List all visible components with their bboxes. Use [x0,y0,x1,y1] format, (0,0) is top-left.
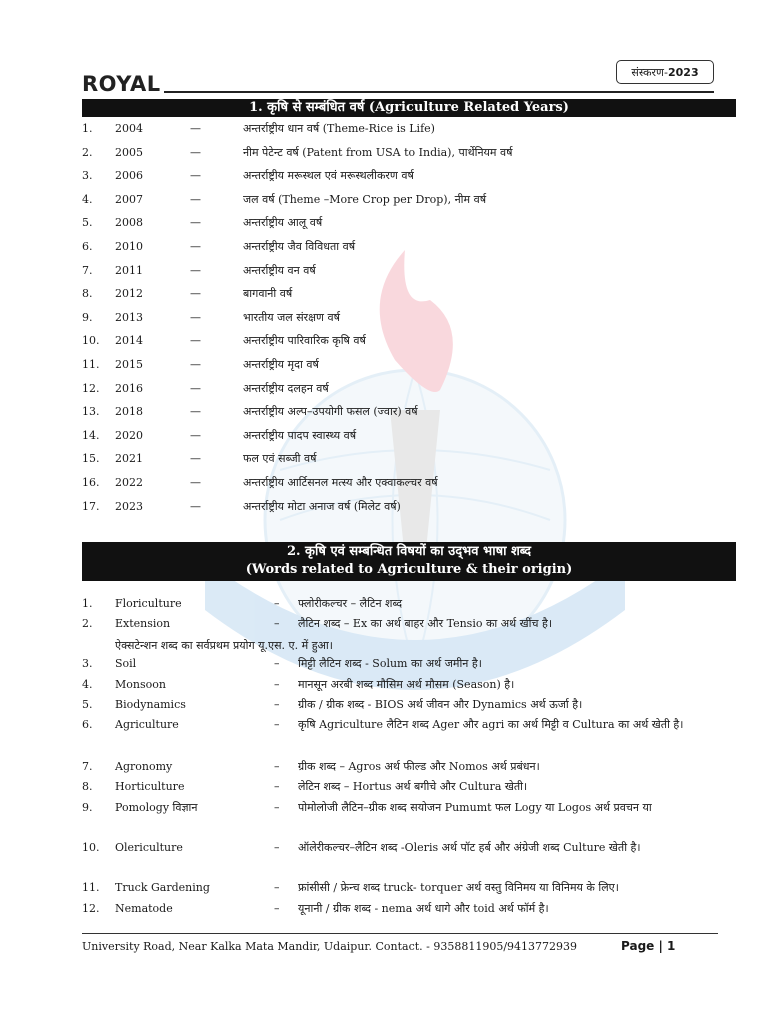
row-number: 6. [82,718,93,731]
section-2-title-english: (Words related to Agriculture & their origin) [245,562,573,577]
footer-address: University Road, Near Kalka Mata Mandir, Udaipur. Contact. - 9358811905/9413772939 [82,940,578,953]
section-1-heading: 1. कृषि से सम्बंधित वर्ष (Agriculture Related Years) [82,99,736,117]
row-year: 2018 [115,405,143,419]
row-dash: – [274,841,280,854]
row-year: 2006 [115,169,143,183]
row-number: 12. [82,902,100,915]
row-dash: — [190,169,201,183]
section-2-heading [82,542,736,581]
row-number: 7. [82,760,93,773]
row-meaning: मिट्टी लैटिन शब्द - Solum का अर्थ जमीन है। [298,657,482,670]
row-meaning: यूनानी / ग्रीक शब्द - nema अर्थ धागे और toid अर्थ फॉर्म है। [298,902,549,915]
row-description: अन्तर्राष्ट्रीय पादप स्वास्थ्य वर्ष [243,428,357,442]
row-dash: – [274,617,280,630]
row-number: 7. [82,263,93,277]
row-term: Extension [115,617,171,630]
extension-note: ऐक्सटेन्शन शब्द का सर्वप्रथम प्रयोग यू.एस. ए. में हुआ। [115,639,333,652]
row-number: 2. [82,617,93,630]
row-term: Soil [115,657,137,670]
row-meaning: ग्रीक शब्द – Agros अर्थ फील्ड और Nomos अर्थ प्रबंधन। [298,760,540,773]
edition-year: 2023 [667,65,699,79]
row-year: 2013 [115,310,143,324]
row-meaning: कृषि Agriculture लैटिन शब्द Ager और agri का अर्थ मिट्टी व Cultura का अर्थ खेती है। [298,718,684,731]
row-year: 2010 [115,240,143,253]
footer-rule [82,933,718,934]
row-description: अन्तर्राष्ट्रीय मृदा वर्ष [243,358,319,371]
row-description: अन्तर्राष्ट्रीय जैव विविधता वर्ष [243,240,356,253]
brand-logo-text: ROYAL [82,72,161,96]
row-year: 2022 [115,476,143,489]
row-dash: – [274,801,280,814]
row-description: अन्तर्राष्ट्रीय दलहन वर्ष [243,381,329,395]
header-rule [164,91,714,93]
row-dash: — [190,310,201,324]
row-year: 2021 [115,452,143,466]
row-dash: — [190,192,201,206]
row-description: अन्तर्राष्ट्रीय अल्प–उपयोगी फसल (ज्वार) वर्ष [243,405,418,419]
row-dash: – [274,698,280,711]
row-description: अन्तर्राष्ट्रीय पारिवारिक कृषि वर्ष [243,334,366,348]
row-number: 3. [82,657,93,670]
row-dash: — [190,358,201,371]
row-number: 10. [82,841,100,854]
row-year: 2011 [115,263,143,277]
row-description: भारतीय जल संरक्षण वर्ष [243,310,340,324]
row-number: 11. [82,881,100,894]
row-meaning: पोमोलोजी लैटिन–ग्रीक शब्द सयोजन Pumumt फल Logy या Logos अर्थ प्रवचन या [298,801,652,814]
row-year: 2007 [115,192,143,206]
row-description: अन्तर्राष्ट्रीय मरूस्थल एवं मरूस्थलीकरण वर्ष [243,169,414,183]
row-year: 2014 [115,334,143,348]
row-term: Olericulture [115,841,183,854]
row-number: 11. [82,358,100,371]
row-dash: – [274,881,280,894]
row-number: 10. [82,334,100,348]
row-dash: – [274,760,280,773]
row-number: 15. [82,452,100,466]
row-year: 2004 [115,122,143,135]
row-year: 2020 [115,428,143,442]
row-number: 13. [82,405,100,419]
row-year: 2016 [115,381,143,395]
row-number: 17. [82,499,100,513]
row-number: 9. [82,310,93,324]
row-description: नीम पेटेन्ट वर्ष (Patent from USA to India), पार्थेनियम वर्ष [243,145,513,159]
row-dash: — [190,240,201,253]
row-description: बागवानी वर्ष [243,287,293,301]
row-meaning: मानसून अरबी शब्द मौसिम अर्थ मौसम (Season) है। [298,678,515,691]
row-dash: — [190,216,201,230]
row-meaning: लैटिन शब्द – Ex का अर्थ बाहर और Tensio का अर्थ खींच है। [298,617,553,630]
edition-label: संस्करण- [631,65,668,79]
row-year: 2023 [115,499,143,513]
row-number: 3. [82,169,93,183]
row-dash: – [274,902,280,915]
row-term: Pomology विज्ञान [115,801,198,814]
row-term: Floriculture [115,597,182,610]
row-description: अन्तर्राष्ट्रीय आर्टिसनल मत्स्य और एक्वाकल्चर वर्ष [243,476,438,489]
row-number: 6. [82,240,93,253]
row-number: 16. [82,476,100,489]
row-description: जल वर्ष (Theme –More Crop per Drop), नीम वर्ष [243,192,487,206]
row-dash: — [190,405,201,419]
row-dash: — [190,476,201,489]
row-term: Monsoon [115,678,166,691]
row-number: 4. [82,678,93,691]
row-number: 1. [82,122,93,135]
row-description: अन्तर्राष्ट्रीय धान वर्ष (Theme-Rice is Life) [243,122,435,135]
row-dash: – [274,780,280,793]
row-description: फल एवं सब्जी वर्ष [243,452,317,466]
row-number: 5. [82,698,93,711]
row-term: Agriculture [115,718,179,731]
row-number: 14. [82,428,100,442]
row-dash: — [190,263,201,277]
row-number: 8. [82,780,93,793]
row-dash: — [190,334,201,348]
row-meaning: लेटिन शब्द – Hortus अर्थ बगीचे और Cultura खेती। [298,780,528,793]
row-dash: — [190,145,201,159]
row-meaning: फ्रांसीसी / फ्रेन्च शब्द truck- torquer अर्थ वस्तु विनिमय या विनिमय के लिए। [298,881,619,894]
edition-badge [616,60,714,84]
row-description: अन्तर्राष्ट्रीय आलू वर्ष [243,216,323,230]
page-number: Page | 1 [621,939,676,953]
row-number: 5. [82,216,93,230]
row-meaning: ऑलेरीकल्चर–लैटिन शब्द -Oleris अर्थ पॉट हर्ब और अंग्रेजी शब्द Culture खेती है। [298,841,641,854]
row-number: 12. [82,381,100,395]
row-term: Truck Gardening [115,881,210,894]
row-year: 2015 [115,358,143,371]
row-dash: – [274,718,280,731]
row-dash: – [274,597,280,610]
row-dash: — [190,122,201,135]
row-year: 2005 [115,145,143,159]
row-year: 2012 [115,287,143,301]
row-meaning: फ्लोरीकल्चर – लैटिन शब्द [298,597,403,610]
row-term: Horticulture [115,780,185,793]
row-dash: — [190,287,201,301]
row-number: 2. [82,145,93,159]
row-dash: — [190,381,201,395]
row-number: 1. [82,597,93,610]
row-dash: – [274,657,280,670]
row-dash: — [190,428,201,442]
row-term: Agronomy [115,760,173,773]
row-term: Biodynamics [115,698,186,711]
row-dash: — [190,499,201,513]
section-2-title-hindi: 2. कृषि एवं सम्बन्धित विषयों का उद्‌भव भाषा शब्द [286,544,532,559]
row-term: Nematode [115,902,173,915]
row-number: 4. [82,192,93,206]
row-number: 9. [82,801,93,814]
row-year: 2008 [115,216,143,230]
row-dash: – [274,678,280,691]
row-meaning: ग्रीक / ग्रीक शब्द - BIOS अर्थ जीवन और Dynamics अर्थ ऊर्जा है। [298,698,583,711]
row-description: अन्तर्राष्ट्रीय मोटा अनाज वर्ष (मिलेट वर्ष) [243,499,401,513]
row-dash: — [190,452,201,466]
row-description: अन्तर्राष्ट्रीय वन वर्ष [243,263,316,277]
row-number: 8. [82,287,93,301]
